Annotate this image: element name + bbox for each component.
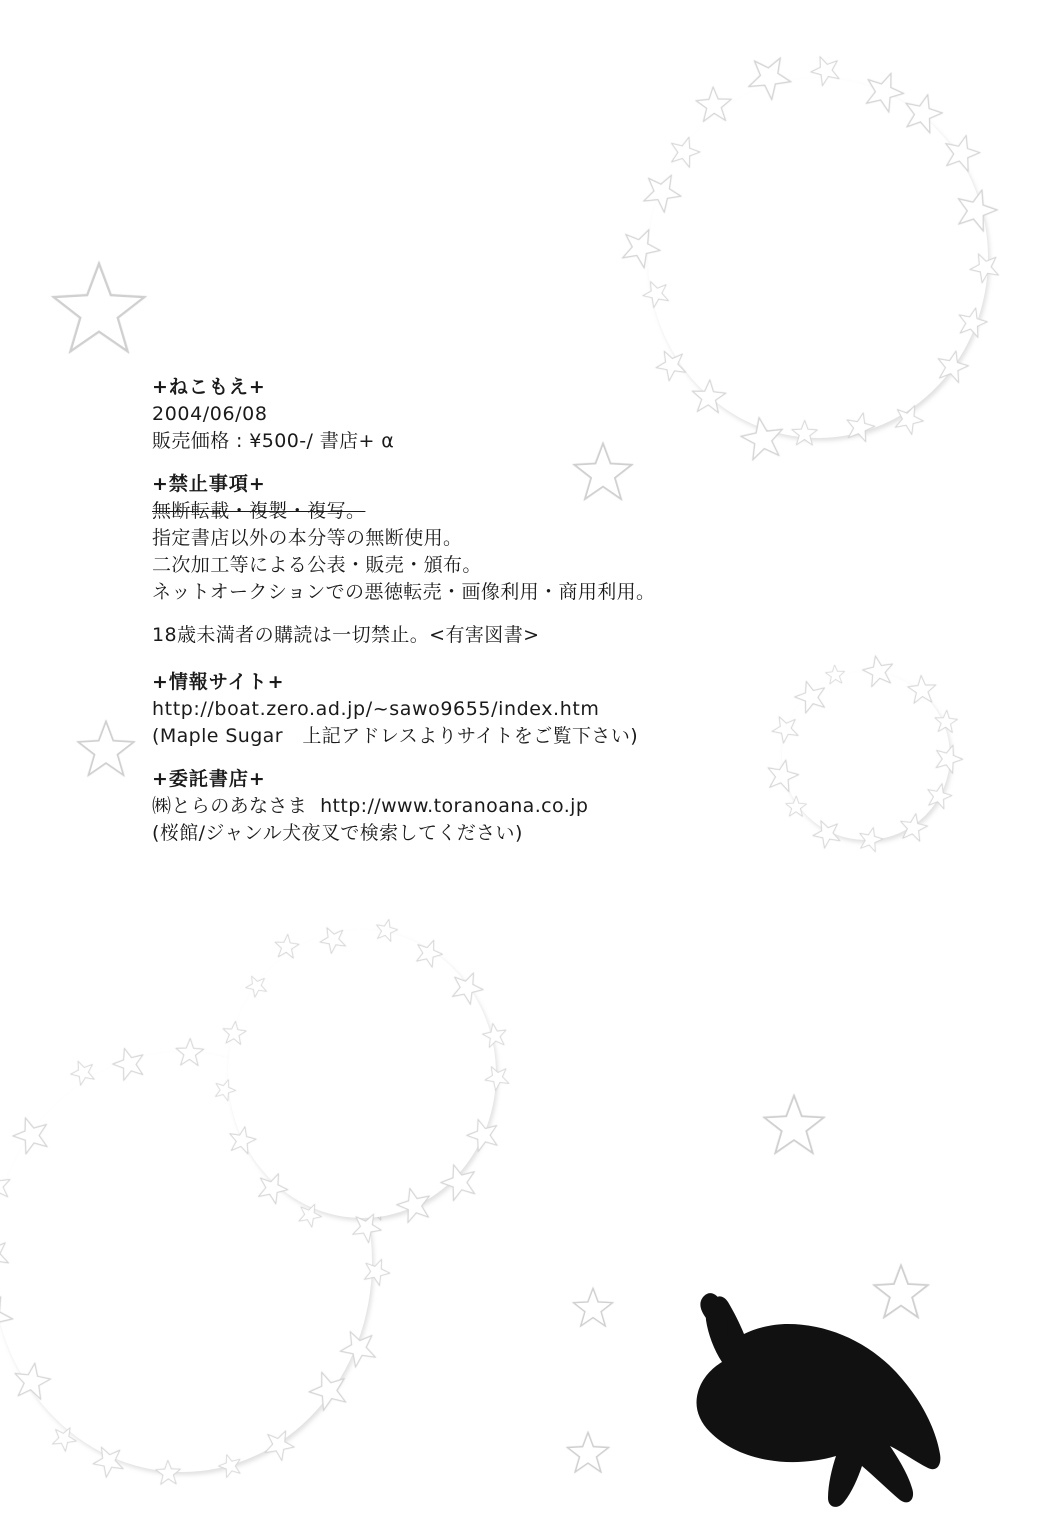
ring-star [211, 1075, 239, 1103]
ring-star [898, 87, 947, 136]
ring-star [392, 1182, 436, 1226]
ring-star [480, 1020, 509, 1049]
ring-star [273, 932, 301, 960]
ring-star [933, 346, 973, 386]
loose-star-left-upper [50, 258, 148, 356]
age-restriction-notice: 18歳未満者の購読は一切禁止。<有害図書> [152, 624, 540, 646]
star-ring-bottom-left-small [228, 930, 496, 1218]
ring-star [362, 1192, 392, 1222]
prohibition-item-2: 指定書店以外の本分等の無断使用。 [152, 527, 463, 549]
ring-star [784, 795, 807, 818]
prohibitions-heading: +禁止事項+ [152, 473, 266, 495]
ring-star [636, 164, 690, 218]
consignment-heading: +委託書店+ [152, 768, 266, 790]
ring-star [665, 131, 704, 170]
prohibition-item-4: ネットオークションでの悪徳転売・画像利用・商用利用。 [152, 581, 656, 603]
ring-star [842, 408, 878, 444]
ring-star [174, 1036, 204, 1066]
ring-star [87, 1439, 130, 1482]
ring-star [480, 1059, 515, 1094]
circle-bottom-left-large [0, 1052, 372, 1472]
loose-star-right-mid [872, 1262, 930, 1320]
info-site-note: (Maple Sugar 上記アドレスよりサイトをご覧下さい) [152, 725, 639, 747]
ring-star [155, 1459, 182, 1486]
ring-star [805, 49, 845, 89]
ring-star [694, 84, 733, 123]
ring-star [347, 1205, 388, 1246]
ring-star [435, 1157, 482, 1204]
ring-star [66, 1055, 99, 1088]
ring-star [906, 673, 938, 705]
info-site-group [152, 669, 712, 750]
colophon-header-group [152, 374, 712, 455]
ring-star [315, 920, 352, 957]
ring-star [220, 1019, 247, 1046]
ring-star [233, 1038, 271, 1076]
ring-star [241, 970, 271, 1000]
ring-star [332, 1321, 382, 1371]
ring-star [964, 246, 1005, 287]
ring-star [0, 1286, 21, 1343]
ring-star [740, 44, 801, 105]
ring-star [0, 1230, 15, 1276]
ring-star [766, 710, 804, 748]
ring-star [266, 1070, 324, 1128]
ring-star [808, 813, 847, 852]
ring-star [824, 663, 846, 685]
ring-star [10, 1358, 54, 1402]
ring-star [923, 779, 955, 811]
colophon-text-block [152, 374, 712, 863]
ring-star [950, 182, 1003, 235]
ring-star [47, 1420, 81, 1454]
colophon-price: 販売価格 : ¥500-/ 書店+ α [152, 430, 395, 452]
loose-star-bottom-right [566, 1430, 610, 1474]
colophon-title: +ねこもえ+ [152, 376, 266, 398]
ring-star [763, 754, 803, 794]
ring-star [933, 708, 959, 734]
ring-star [107, 1042, 149, 1084]
ring-star [446, 965, 490, 1009]
star-ring-bottom-left-large [0, 1052, 372, 1472]
ring-star [7, 1109, 55, 1157]
ring-star [411, 934, 448, 971]
ring-star [858, 64, 911, 117]
circle-bottom-left-small [228, 930, 496, 1218]
ring-star [462, 1112, 504, 1154]
ring-star [252, 1166, 294, 1208]
ring-star [615, 219, 669, 273]
info-site-url[interactable]: http://boat.zero.ad.jp/~sawo9655/index.htm [152, 698, 600, 720]
ring-star [302, 1363, 354, 1415]
ring-star [225, 1123, 259, 1157]
ring-star [638, 275, 675, 312]
ring-star [0, 1168, 14, 1202]
prohibition-item-1: 無断転載・複製・複写。 [152, 500, 366, 522]
cat-silhouette-icon [640, 1276, 960, 1526]
consignment-note: (桜館/ジャンル犬夜叉で検索してください) [152, 822, 523, 844]
circle-middle-right [782, 672, 950, 840]
ring-star [372, 915, 400, 943]
info-site-heading: +情報サイト+ [152, 671, 285, 693]
ring-star [737, 411, 789, 463]
ring-star [215, 1449, 245, 1479]
ring-star [790, 675, 832, 717]
ring-star [889, 398, 929, 438]
ring-star [897, 810, 931, 844]
ring-star [791, 419, 818, 446]
ring-star [856, 823, 887, 854]
consignment-shop[interactable]: ㈱とらのあなさま http://www.toranoana.co.jp [152, 795, 589, 817]
ring-star [294, 1198, 326, 1230]
ring-star [324, 1131, 359, 1166]
ring-star [358, 1253, 394, 1289]
ring-star [258, 1423, 300, 1465]
star-ring-middle-right [782, 672, 950, 840]
ring-star [954, 303, 991, 340]
ring-star [859, 651, 897, 689]
prohibition-item-3: 二次加工等による公表・販売・頒布。 [152, 554, 482, 576]
consignment-group [152, 766, 712, 847]
loose-star-left-mid [76, 718, 136, 778]
ring-star [938, 128, 984, 174]
colophon-date: 2004/06/08 [152, 403, 268, 425]
loose-star-lower-right [762, 1092, 826, 1156]
ring-star [930, 739, 967, 776]
loose-star-lower-center [572, 1286, 614, 1328]
prohibitions-group [152, 471, 712, 606]
